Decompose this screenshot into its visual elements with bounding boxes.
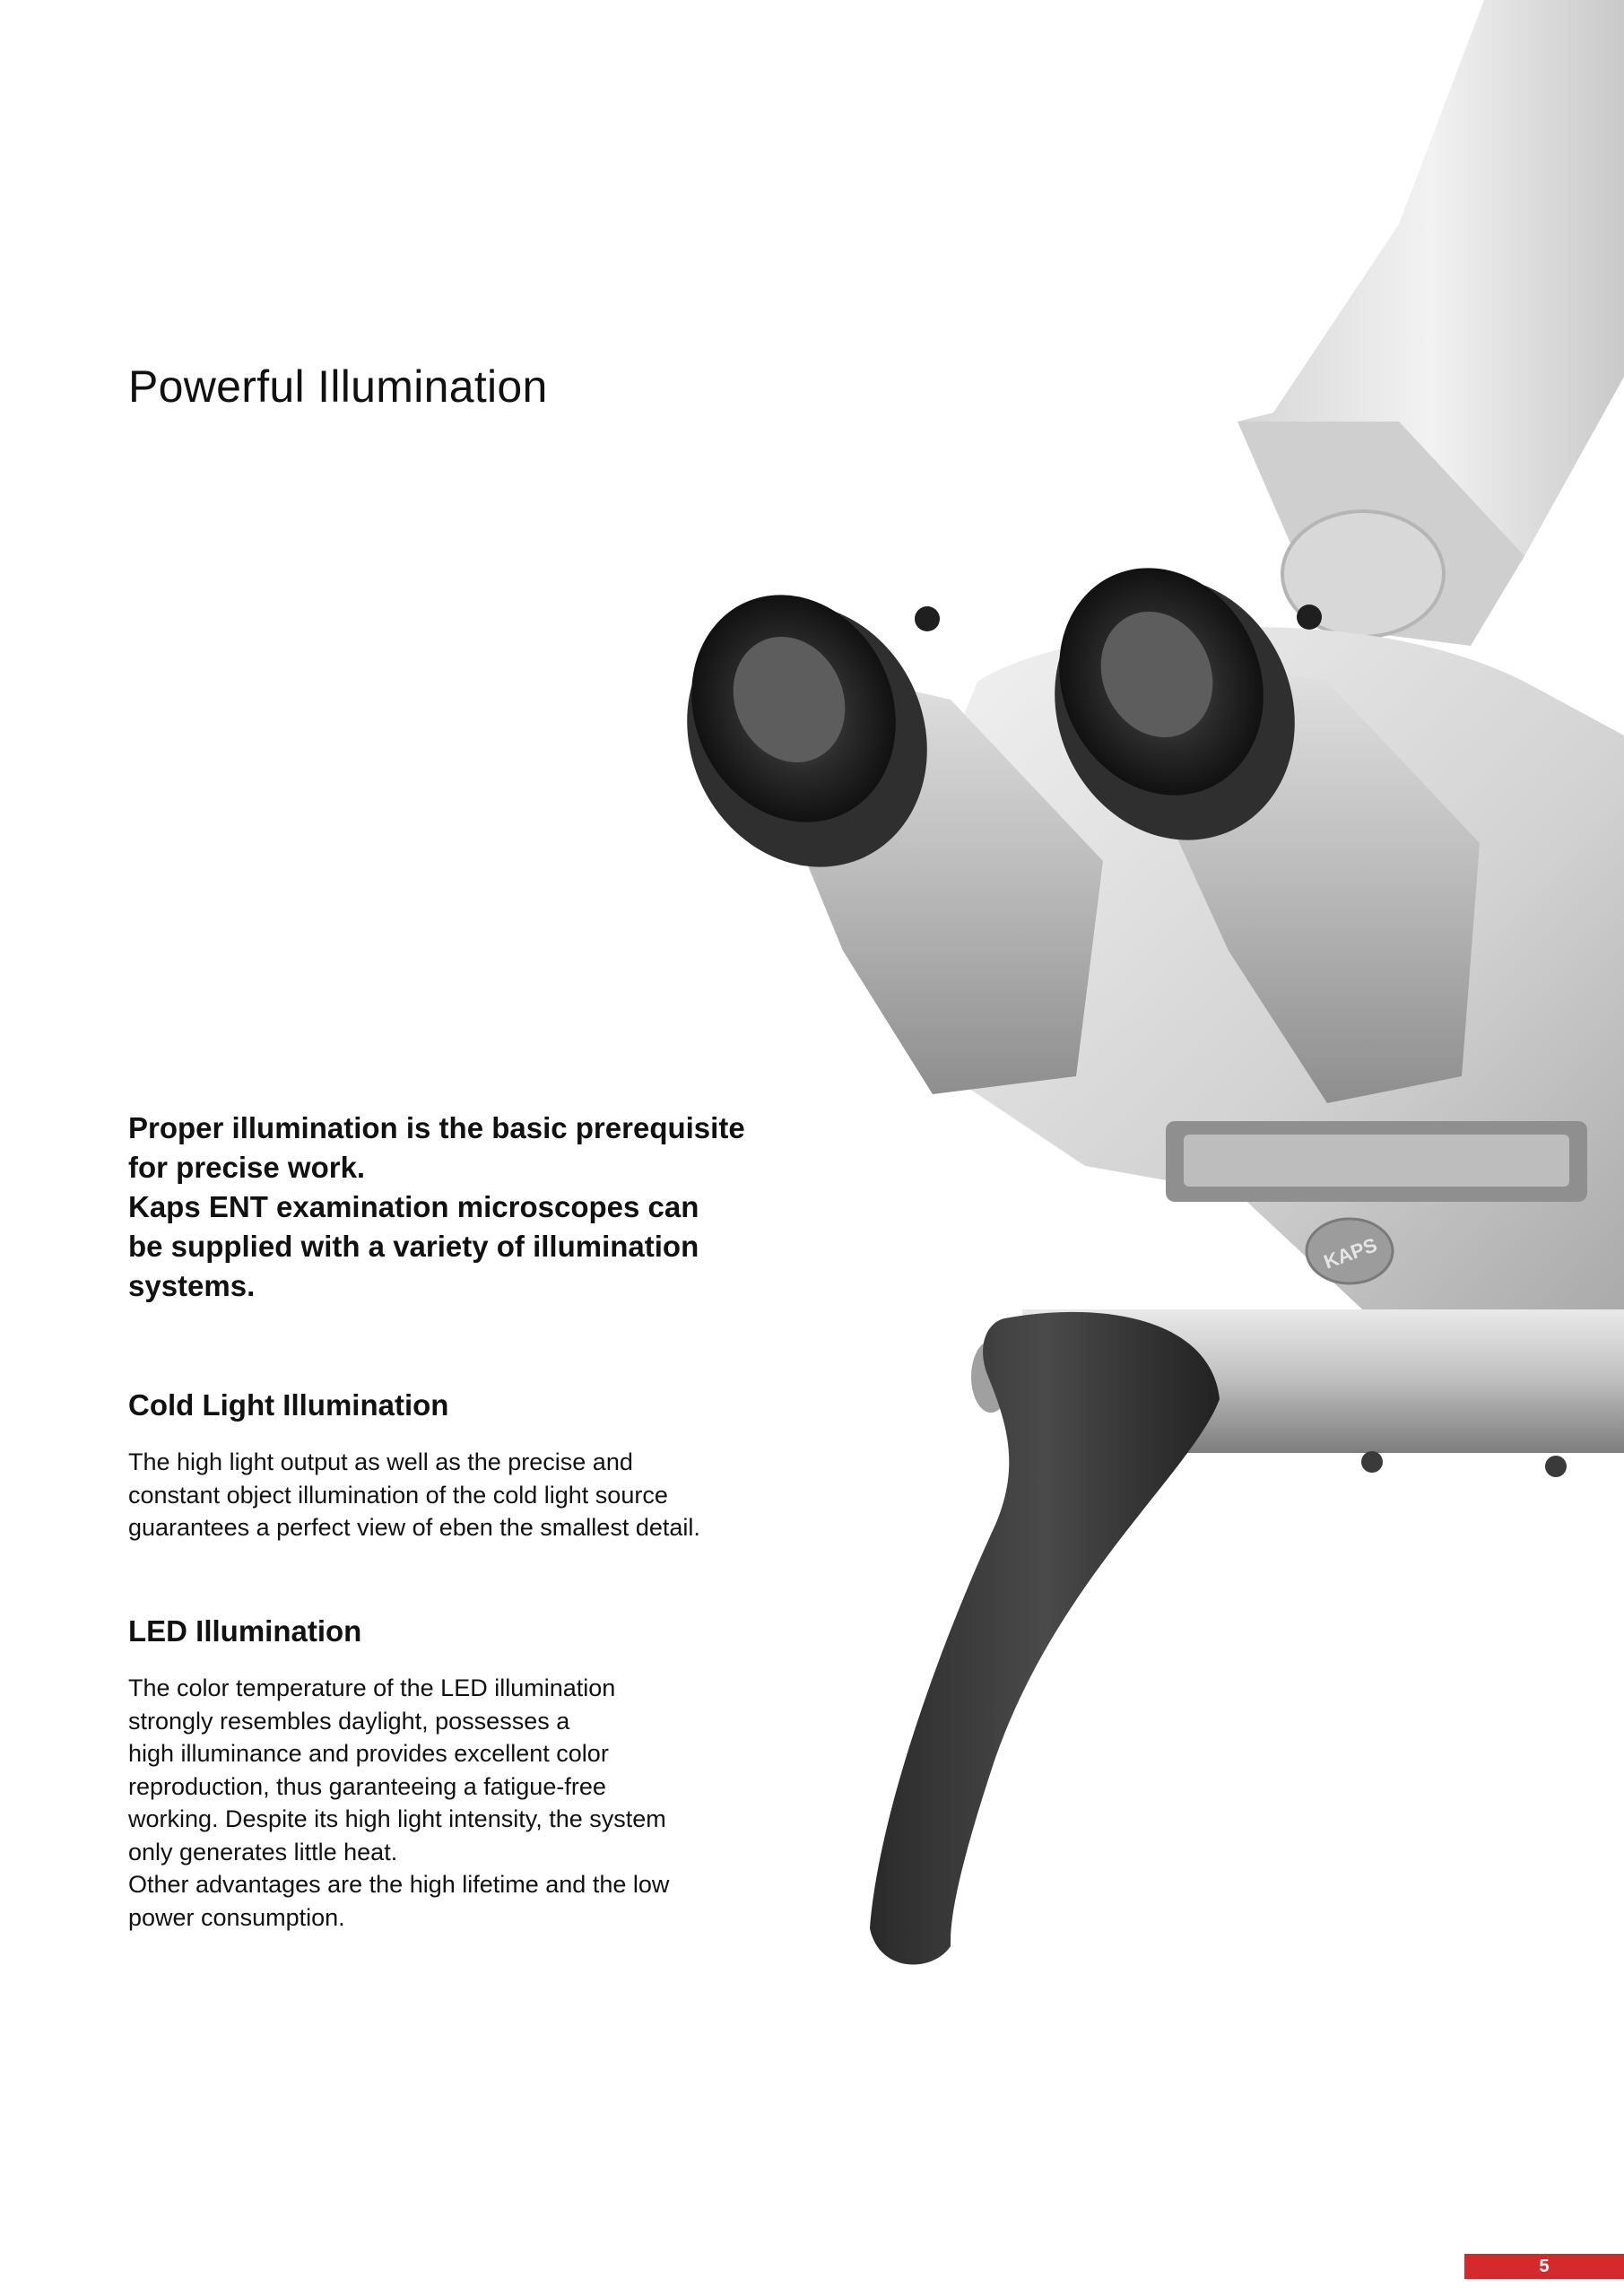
intro-line: systems. — [128, 1269, 256, 1302]
body-line: constant object illumination of the cold light source — [128, 1481, 668, 1509]
body-line: The high light output as well as the precise and — [128, 1448, 633, 1475]
intro-line: be supplied with a variety of illumination — [128, 1230, 699, 1263]
cold-light-body — [128, 1446, 810, 1544]
body-line: power consumption. — [128, 1903, 345, 1931]
led-heading: LED Illumination — [128, 1614, 362, 1648]
intro-line: for precise work. — [128, 1151, 366, 1184]
body-line: only generates little heat. — [128, 1838, 398, 1866]
body-line: reproduction, thus garanteeing a fatigue-free — [128, 1772, 606, 1800]
led-body — [128, 1672, 810, 1934]
body-line: guarantees a perfect view of eben the smallest detail. — [128, 1514, 700, 1541]
svg-text:KAPS: KAPS — [1320, 1233, 1380, 1274]
body-line: Other advantages are the high lifetime and the low — [128, 1871, 670, 1898]
body-line: The color temperature of the LED illumination — [128, 1674, 616, 1701]
intro-paragraph — [128, 1109, 774, 1306]
body-line: high illuminance and provides excellent color — [128, 1740, 609, 1767]
intro-line: Proper illumination is the basic prerequisite — [128, 1111, 745, 1144]
cold-light-heading: Cold Light Illumination — [128, 1388, 449, 1422]
page-number-badge: 5 — [1464, 2254, 1624, 2279]
body-line: working. Despite its high light intensity, the system — [128, 1805, 666, 1832]
page-title: Powerful Illumination — [128, 361, 548, 412]
body-line: strongly resembles daylight, possesses a — [128, 1707, 570, 1735]
intro-line: Kaps ENT examination microscopes can — [128, 1190, 699, 1223]
